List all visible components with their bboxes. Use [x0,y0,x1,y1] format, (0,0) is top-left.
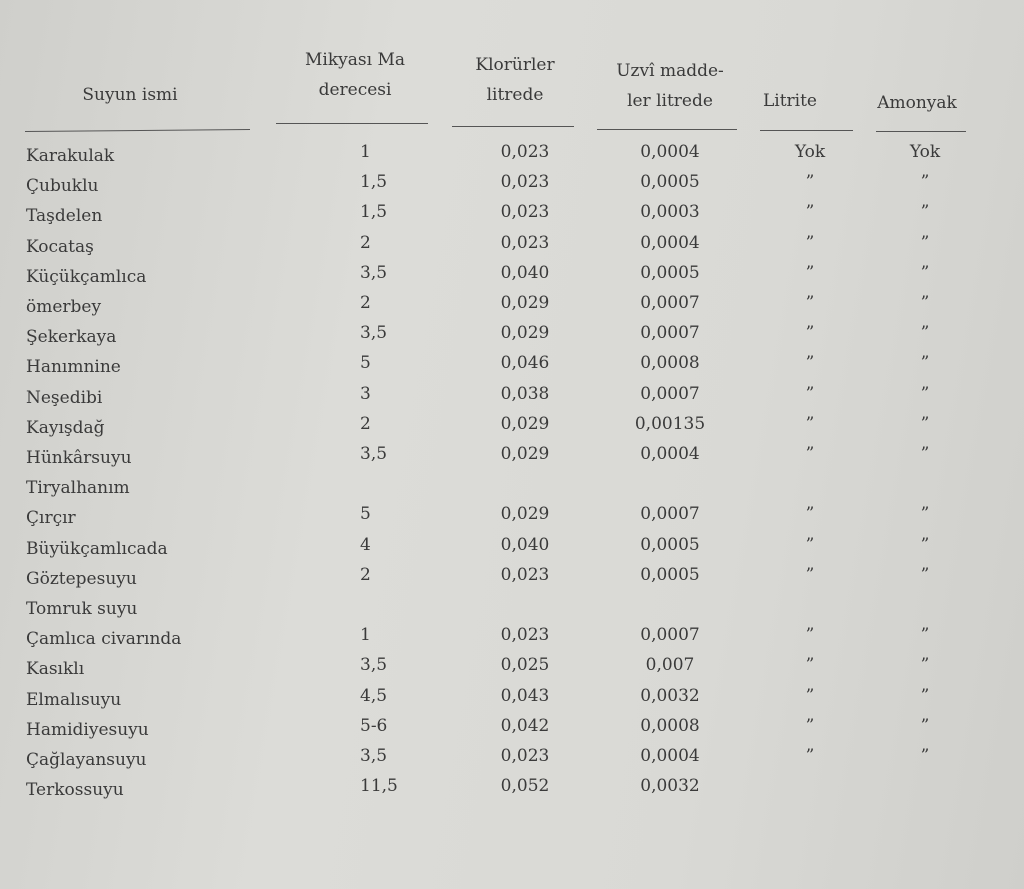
header-nitrite-label: Litrite [762,91,817,111]
cell-water-name: Elmalısuyu [26,689,122,710]
cell-organic: 0,0007 [640,504,700,525]
header-chloride [450,50,580,110]
header-rule-chloride [452,126,574,127]
cell-organic: 0,0007 [640,383,700,404]
cell-chloride: 0,052 [500,776,550,797]
cell-ammonia: ” [920,685,930,706]
header-rule-nitrite [760,130,853,131]
cell-ammonia: ” [920,232,930,253]
cell-organic: 0,0004 [640,142,700,162]
cell-nitrite: ” [805,413,815,434]
cell-ammonia: ” [920,625,930,646]
cell-nitrite: ” [805,293,815,313]
cell-chloride: 0,023 [500,564,550,585]
cell-ammonia: ” [920,655,930,676]
cell-organic: 0,0007 [640,323,700,344]
cell-organic: 0,0004 [640,444,700,464]
cell-nitrite: ” [805,564,815,585]
cell-water-name: Kayışdağ [26,417,105,438]
cell-ammonia: ” [920,413,930,434]
cell-nitrite: ” [805,655,815,676]
header-organic-line2: ler litrede [627,91,713,111]
cell-nitrite: Yok [794,142,826,162]
cell-nitrite: ” [805,715,815,736]
cell-chloride: 0,042 [500,715,550,736]
cell-scale: 1 [360,625,371,646]
cell-scale: 5 [360,353,371,374]
cell-water-name: Çağlayansuyu [26,750,147,770]
cell-organic: 0,0004 [640,746,700,766]
cell-chloride: 0,023 [500,172,550,193]
cell-water-name: Çırçır [26,508,76,529]
cell-water-name: Şekerkaya [26,327,117,348]
header-nitrite [745,86,835,116]
cell-nitrite: ” [805,383,815,404]
cell-organic: 0,0008 [640,715,700,736]
cell-nitrite: ” [805,202,815,223]
header-ammonia-label: Amonyak [877,93,957,113]
cell-nitrite: ” [805,685,815,706]
cell-chloride: 0,038 [500,383,550,404]
cell-nitrite: ” [805,323,815,344]
cell-scale: 1,5 [360,202,388,223]
cell-nitrite: ” [805,625,815,646]
cell-chloride: 0,029 [500,413,550,434]
cell-scale: 3,5 [360,444,388,464]
cell-scale: 3,5 [360,746,388,766]
cell-chloride: 0,040 [500,262,550,283]
header-chloride-line1: Klorürler [475,55,555,75]
cell-organic: 0,0032 [640,776,700,797]
cell-nitrite: ” [805,746,815,766]
header-organic [595,56,745,116]
cell-scale: 2 [360,564,371,585]
header-scale-line2: derecesi [318,80,392,100]
header-rule-name [25,129,250,132]
cell-nitrite: ” [805,444,815,464]
cell-ammonia: ” [920,504,930,525]
header-name [30,80,230,110]
cell-chloride: 0,023 [500,232,550,253]
cell-chloride: 0,046 [500,353,550,374]
cell-scale: 2 [360,413,371,434]
cell-ammonia: ” [920,172,930,193]
header-organic-line1: Uzvî madde- [616,61,724,81]
cell-water-name: Neşedibi [26,387,103,408]
cell-chloride: 0,029 [500,323,550,344]
cell-nitrite: ” [805,262,815,283]
cell-ammonia: ” [920,383,930,404]
header-ammonia [862,88,972,118]
cell-chloride: 0,029 [500,444,550,464]
cell-chloride: 0,023 [500,142,550,162]
cell-scale: 1 [360,142,371,162]
cell-nitrite: ” [805,504,815,525]
cell-chloride: 0,029 [500,504,550,525]
cell-water-name: Hanımnine [26,357,121,378]
cell-organic: 0,0005 [640,172,700,193]
header-scale-line1: Mikyası Ma [305,50,405,70]
cell-water-name: Çamlıca civarında [26,629,182,650]
header-name-label: Suyun ismi [82,85,178,105]
cell-water-name: Tiryalhanım [26,478,130,499]
cell-organic: 0,0003 [640,202,700,223]
cell-nitrite: ” [805,232,815,253]
cell-scale: 3 [360,383,371,404]
cell-organic: 0,00135 [634,413,706,434]
cell-water-name: Terkossuyu [26,780,124,801]
cell-ammonia: ” [920,564,930,585]
cell-ammonia: ” [920,323,930,344]
cell-ammonia: Yok [909,142,941,162]
cell-ammonia: ” [920,262,930,283]
cell-water-name: Küçükçamlıca [26,266,147,287]
cell-organic: 0,0005 [640,564,700,585]
header-rule-organic [597,129,737,130]
cell-scale: 5 [360,504,371,525]
cell-ammonia: ” [920,293,930,313]
cell-organic: 0,0004 [640,232,700,253]
cell-ammonia: ” [920,202,930,223]
header-rule-ammonia [876,131,966,132]
cell-scale: 1,5 [360,172,388,193]
header-rule-scale [276,123,428,124]
cell-nitrite: ” [805,534,815,555]
cell-water-name: Kocataş [26,236,94,257]
cell-chloride: 0,023 [500,746,550,766]
cell-water-name: Kasıklı [26,659,85,680]
cell-chloride: 0,023 [500,625,550,646]
cell-water-name: Karakulak [26,146,115,166]
cell-chloride: 0,043 [500,685,550,706]
cell-ammonia: ” [920,746,930,766]
cell-nitrite: ” [805,353,815,374]
cell-chloride: 0,040 [500,534,550,555]
cell-scale: 4,5 [360,685,388,706]
cell-water-name: Tomruk suyu [26,599,138,619]
cell-organic: 0,0007 [640,293,700,313]
cell-scale: 2 [360,232,371,253]
cell-scale: 11,5 [360,776,398,797]
cell-ammonia: ” [920,715,930,736]
cell-organic: 0,0007 [640,625,700,646]
header-scale [270,45,440,105]
cell-organic: 0,0005 [640,262,700,283]
cell-scale: 4 [360,534,371,555]
cell-ammonia: ” [920,444,930,464]
cell-organic: 0,0008 [640,353,700,374]
cell-water-name: Göztepesuyu [26,568,137,589]
cell-water-name: Büyükçamlıcada [26,538,168,559]
cell-scale: 2 [360,293,371,313]
cell-water-name: Taşdelen [26,206,103,227]
cell-water-name: Çubuklu [26,176,99,197]
cell-organic: 0,0005 [640,534,700,555]
cell-chloride: 0,023 [500,202,550,223]
cell-water-name: Hünkârsuyu [26,448,132,468]
header-chloride-line2: litrede [486,85,544,105]
cell-chloride: 0,029 [500,293,550,313]
cell-nitrite: ” [805,172,815,193]
cell-water-name: ömerbey [26,297,102,317]
cell-chloride: 0,025 [500,655,550,676]
cell-scale: 3,5 [360,262,388,283]
cell-ammonia: ” [920,534,930,555]
cell-organic: 0,007 [645,655,695,676]
cell-scale: 3,5 [360,655,388,676]
cell-scale: 5-6 [360,715,388,736]
cell-organic: 0,0032 [640,685,700,706]
cell-water-name: Hamidiyesuyu [26,719,149,740]
cell-ammonia: ” [920,353,930,374]
cell-scale: 3,5 [360,323,388,344]
